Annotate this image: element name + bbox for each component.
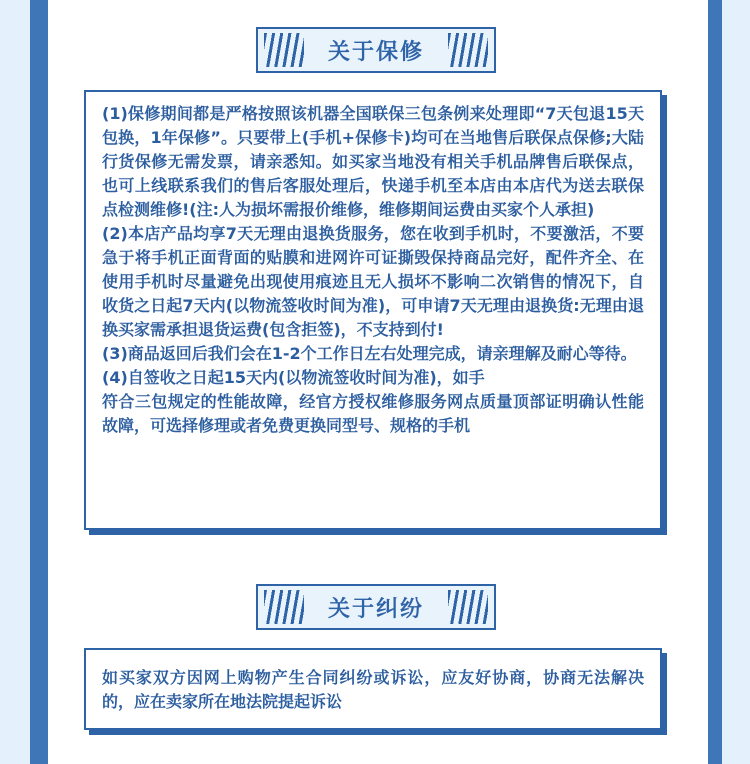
right-background-pale bbox=[722, 0, 750, 764]
decorative-stripes bbox=[264, 33, 304, 67]
warranty-panel bbox=[84, 90, 662, 530]
dispute-title: 关于纠纷 bbox=[327, 596, 424, 622]
warranty-paragraph-2: (2)本店产品均享7天无理由退换货服务，您在收到手机时，不要激活，不要急于将手机正面背面的贴膜和进网许可证撕毁保持商品完好，配件齐全、在使用手机时尽量避免出现使用痕迹且无人损坏不影响二次销售的情况下，自收货之日起7天内(以物流签收时间为准)，可申请7天无理由退换货:无理由退换买家需承担退货运费(包含拒签)，不支持到付! bbox=[102, 224, 644, 339]
decorative-stripes bbox=[264, 590, 304, 624]
decorative-stripes bbox=[448, 33, 488, 67]
left-background-pale bbox=[0, 0, 30, 764]
dispute-panel bbox=[84, 648, 662, 730]
warranty-paragraph-3: (3)商品返回后我们会在1-2个工作日左右处理完成，请亲理解及耐心等待。 bbox=[102, 344, 637, 363]
dispute-paragraph: 如买家双方因网上购物产生合同纠纷或诉讼，应友好协商，协商无法解决的，应在卖家所在地法院提起诉讼 bbox=[102, 668, 644, 711]
decorative-stripes bbox=[448, 590, 488, 624]
warranty-paragraph-1: (1)保修期间都是严格按照该机器全国联保三包条例来处理即“7天包退15天包换，1年保修”。只要带上(手机+保修卡)均可在当地售后联保点保修;大陆行货保修无需发票，请亲悉知。如买家当地没有相关手机品牌售后联保点，也可上线联系我们的售后客服处理后，快递手机至本店由本店代为送去联保点检测维修!(注:人为损坏需报价维修，维修期间运费由买家个人承担) bbox=[102, 104, 644, 219]
right-background-stripe bbox=[708, 0, 722, 764]
warranty-title-badge bbox=[256, 27, 496, 73]
dispute-title-badge bbox=[256, 584, 496, 630]
warranty-paragraph-5: 符合三包规定的性能故障，经官方授权维修服务网点质量顶部证明确认性能故障，可选择修理或者免费更换同型号、规格的手机 bbox=[102, 392, 644, 435]
left-background-stripe bbox=[30, 0, 48, 764]
warranty-title: 关于保修 bbox=[327, 39, 424, 65]
warranty-paragraph-4: (4)自签收之日起15天内(以物流签收时间为准)，如手 bbox=[102, 368, 485, 387]
